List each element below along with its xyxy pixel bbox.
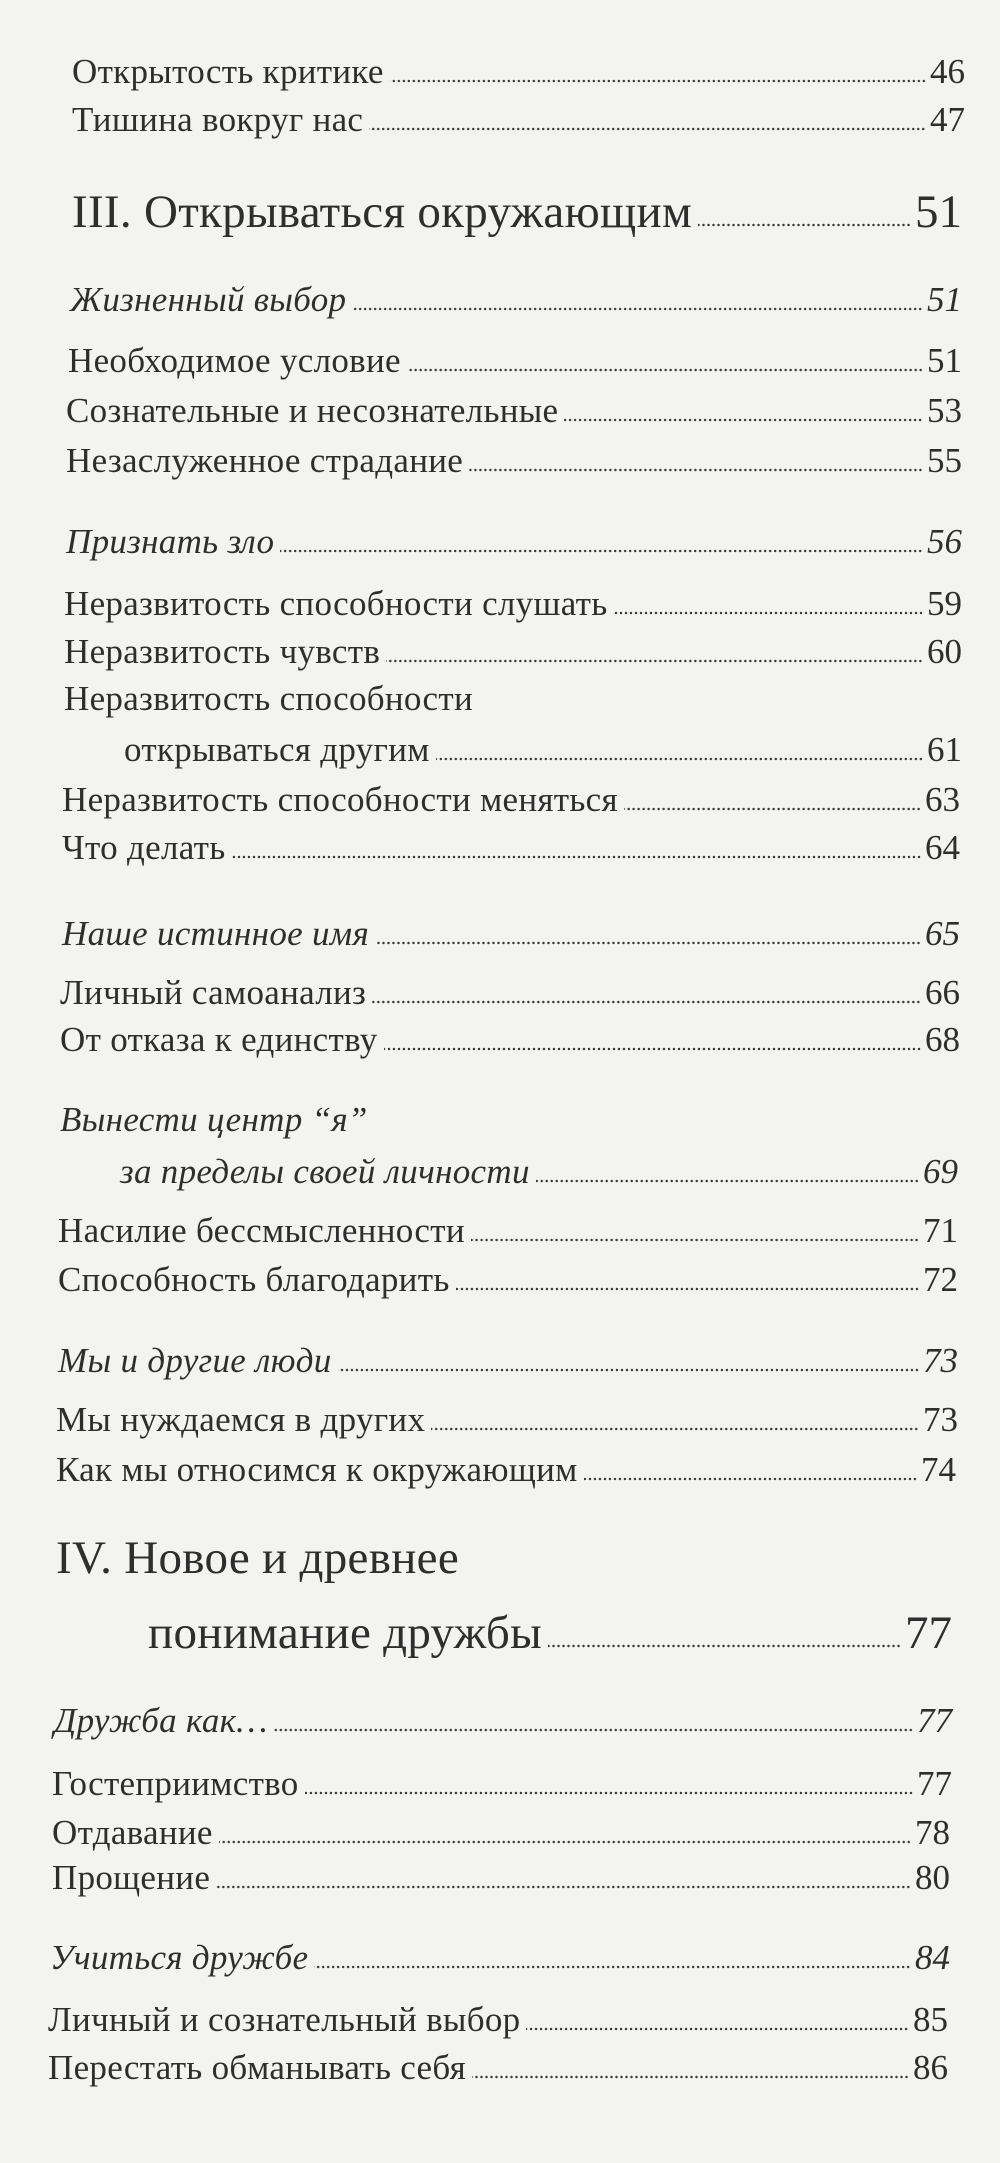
toc-entry-title: Прощение <box>52 1858 211 1897</box>
dot-leader <box>614 611 923 615</box>
toc-entry-title: Способность благодарить <box>58 1260 450 1299</box>
toc-entry-title: Признать зло <box>66 522 275 561</box>
toc-entry-title: Насилие бессмысленности <box>58 1211 465 1250</box>
dot-leader <box>390 79 926 83</box>
toc-page-number: 84 <box>915 1938 950 1977</box>
dot-leader <box>375 941 921 945</box>
toc-section-heading <box>60 1098 374 1142</box>
toc-page-number: 51 <box>915 186 962 238</box>
toc-entry-title: IV. Новое и древнее <box>56 1532 459 1584</box>
dot-leader <box>456 1287 919 1291</box>
toc-entry-title: открываться другим <box>124 730 430 769</box>
toc-page-number: 74 <box>921 1450 956 1489</box>
toc-entry-title: Мы и другие люди <box>58 1341 332 1380</box>
toc-entry <box>66 439 962 483</box>
toc-entry <box>56 1448 956 1492</box>
toc-page-number: 66 <box>925 973 960 1012</box>
dot-leader <box>386 659 923 663</box>
toc-entry-title: понимание дружбы <box>148 1607 542 1659</box>
toc-page-number: 85 <box>913 2000 948 2039</box>
toc-page-number: 73 <box>923 1341 958 1380</box>
toc-entry-title: Учиться дружбе <box>50 1938 309 1977</box>
dot-leader <box>624 807 921 811</box>
toc-section-heading <box>70 278 962 322</box>
toc-entry <box>60 971 960 1015</box>
toc-entry-title: Неразвитость способности меняться <box>62 780 618 819</box>
toc-page-number: 53 <box>927 391 962 430</box>
toc-entry-title: Наше истинное имя <box>62 914 370 953</box>
toc-page-number: 55 <box>927 441 962 480</box>
toc-entry <box>64 677 479 721</box>
toc-page-number: 73 <box>923 1400 958 1439</box>
toc-entry-title: Как мы относимся к окружающим <box>56 1450 578 1489</box>
toc-entry-title: Открытость критике <box>72 52 384 91</box>
dot-leader <box>526 2027 909 2031</box>
toc-entry-title: Мы нуждаемся в других <box>56 1400 426 1439</box>
dot-leader <box>216 1885 911 1889</box>
toc-section-heading <box>62 912 960 956</box>
toc-page-number: 60 <box>927 632 962 671</box>
toc-page-number: 56 <box>927 522 962 561</box>
dot-leader <box>469 468 923 472</box>
toc-entry <box>52 1762 952 1806</box>
toc-page-number: 51 <box>927 280 962 319</box>
dot-leader <box>274 1728 913 1732</box>
toc-entry-title: Незаслуженное страдание <box>66 441 464 480</box>
toc-entry-title: Личный и сознательный выбор <box>48 2000 521 2039</box>
toc-section-heading <box>50 1936 950 1980</box>
toc-chapter-heading <box>56 1530 465 1586</box>
dot-leader <box>384 1047 921 1051</box>
toc-page-number: 86 <box>913 2048 948 2087</box>
dot-leader <box>471 1238 919 1242</box>
dot-leader <box>305 1791 913 1795</box>
toc-page-number: 64 <box>925 828 960 867</box>
dot-leader <box>431 1427 919 1431</box>
dot-leader <box>436 757 923 761</box>
toc-entry-title: Личный самоанализ <box>60 973 367 1012</box>
toc-entry-title: Неразвитость чувств <box>64 632 381 671</box>
toc-entry <box>58 1258 958 1302</box>
toc-page-number: 80 <box>915 1858 950 1897</box>
dot-leader <box>369 127 926 131</box>
toc-page-number: 69 <box>923 1152 958 1191</box>
toc-entry <box>48 2046 948 2090</box>
toc-entry <box>62 778 960 822</box>
toc-entry <box>52 1856 950 1900</box>
dot-leader <box>338 1368 919 1372</box>
toc-entry <box>72 98 965 142</box>
toc-entry-title: Гостеприимство <box>52 1764 299 1803</box>
toc-entry <box>60 1018 960 1062</box>
dot-leader <box>548 1644 901 1648</box>
toc-entry <box>56 1398 958 1442</box>
dot-leader <box>219 1840 911 1844</box>
toc-entry <box>48 1998 948 2042</box>
toc-page-number: 59 <box>927 584 962 623</box>
dot-leader <box>372 1000 921 1004</box>
dot-leader <box>280 549 923 553</box>
toc-entry <box>52 1811 950 1855</box>
toc-page-number: 51 <box>927 341 962 380</box>
toc-entry <box>124 728 962 772</box>
toc-page-number: 47 <box>930 100 965 139</box>
toc-page-number: 46 <box>930 52 965 91</box>
toc-entry-title: III. Открываться окружающим <box>72 186 692 238</box>
toc-entry-title: Сознательные и несознательные <box>66 391 559 430</box>
toc-page-number: 77 <box>905 1607 952 1659</box>
dot-leader <box>314 1965 911 1969</box>
toc-page-number: 77 <box>917 1764 952 1803</box>
toc-page-number: 78 <box>915 1813 950 1852</box>
toc-entry <box>66 389 962 433</box>
toc-entry-title: Отдавание <box>52 1813 213 1852</box>
toc-entry-title: Перестать обманывать себя <box>48 2048 466 2087</box>
toc-section-heading <box>54 1699 952 1743</box>
dot-leader <box>472 2075 909 2079</box>
toc-page-number: 61 <box>927 730 962 769</box>
toc-chapter-heading <box>148 1605 952 1661</box>
toc-entry <box>68 339 962 383</box>
dot-leader <box>536 1179 919 1183</box>
toc-entry-title: От отказа к единству <box>60 1020 378 1059</box>
dot-leader <box>352 307 923 311</box>
toc-entry-title: Неразвитость способности слушать <box>64 584 608 623</box>
toc-section-heading <box>120 1150 958 1194</box>
dot-leader <box>584 1477 917 1481</box>
toc-entry <box>64 582 962 626</box>
toc-chapter-heading <box>72 184 962 240</box>
toc-page-number: 72 <box>923 1260 958 1299</box>
toc-page-number: 63 <box>925 780 960 819</box>
toc-entry-title: Дружба как… <box>54 1701 268 1740</box>
toc-entry-title: за пределы своей личности <box>120 1152 530 1191</box>
toc-entry-title: Необходимое условие <box>68 341 401 380</box>
dot-leader <box>698 223 911 227</box>
toc-entry-title: Что делать <box>62 828 226 867</box>
toc-page-number: 77 <box>917 1701 952 1740</box>
toc-entry-title: Неразвитость способности <box>64 679 474 718</box>
toc-section-heading <box>58 1339 958 1383</box>
toc-entry <box>72 50 965 94</box>
dot-leader <box>407 368 923 372</box>
toc-entry <box>58 1209 958 1253</box>
toc-page-number: 65 <box>925 914 960 953</box>
toc-section-heading <box>66 520 962 564</box>
toc-page-number: 71 <box>923 1211 958 1250</box>
toc-page-number: 68 <box>925 1020 960 1059</box>
dot-leader <box>564 418 923 422</box>
dot-leader <box>232 855 921 859</box>
toc-entry-title: Жизненный выбор <box>70 280 347 319</box>
toc-entry-title: Тишина вокруг нас <box>72 100 364 139</box>
toc-entry <box>62 826 960 870</box>
toc-entry <box>64 630 962 674</box>
toc-entry-title: Вынести центр “я” <box>60 1100 368 1139</box>
